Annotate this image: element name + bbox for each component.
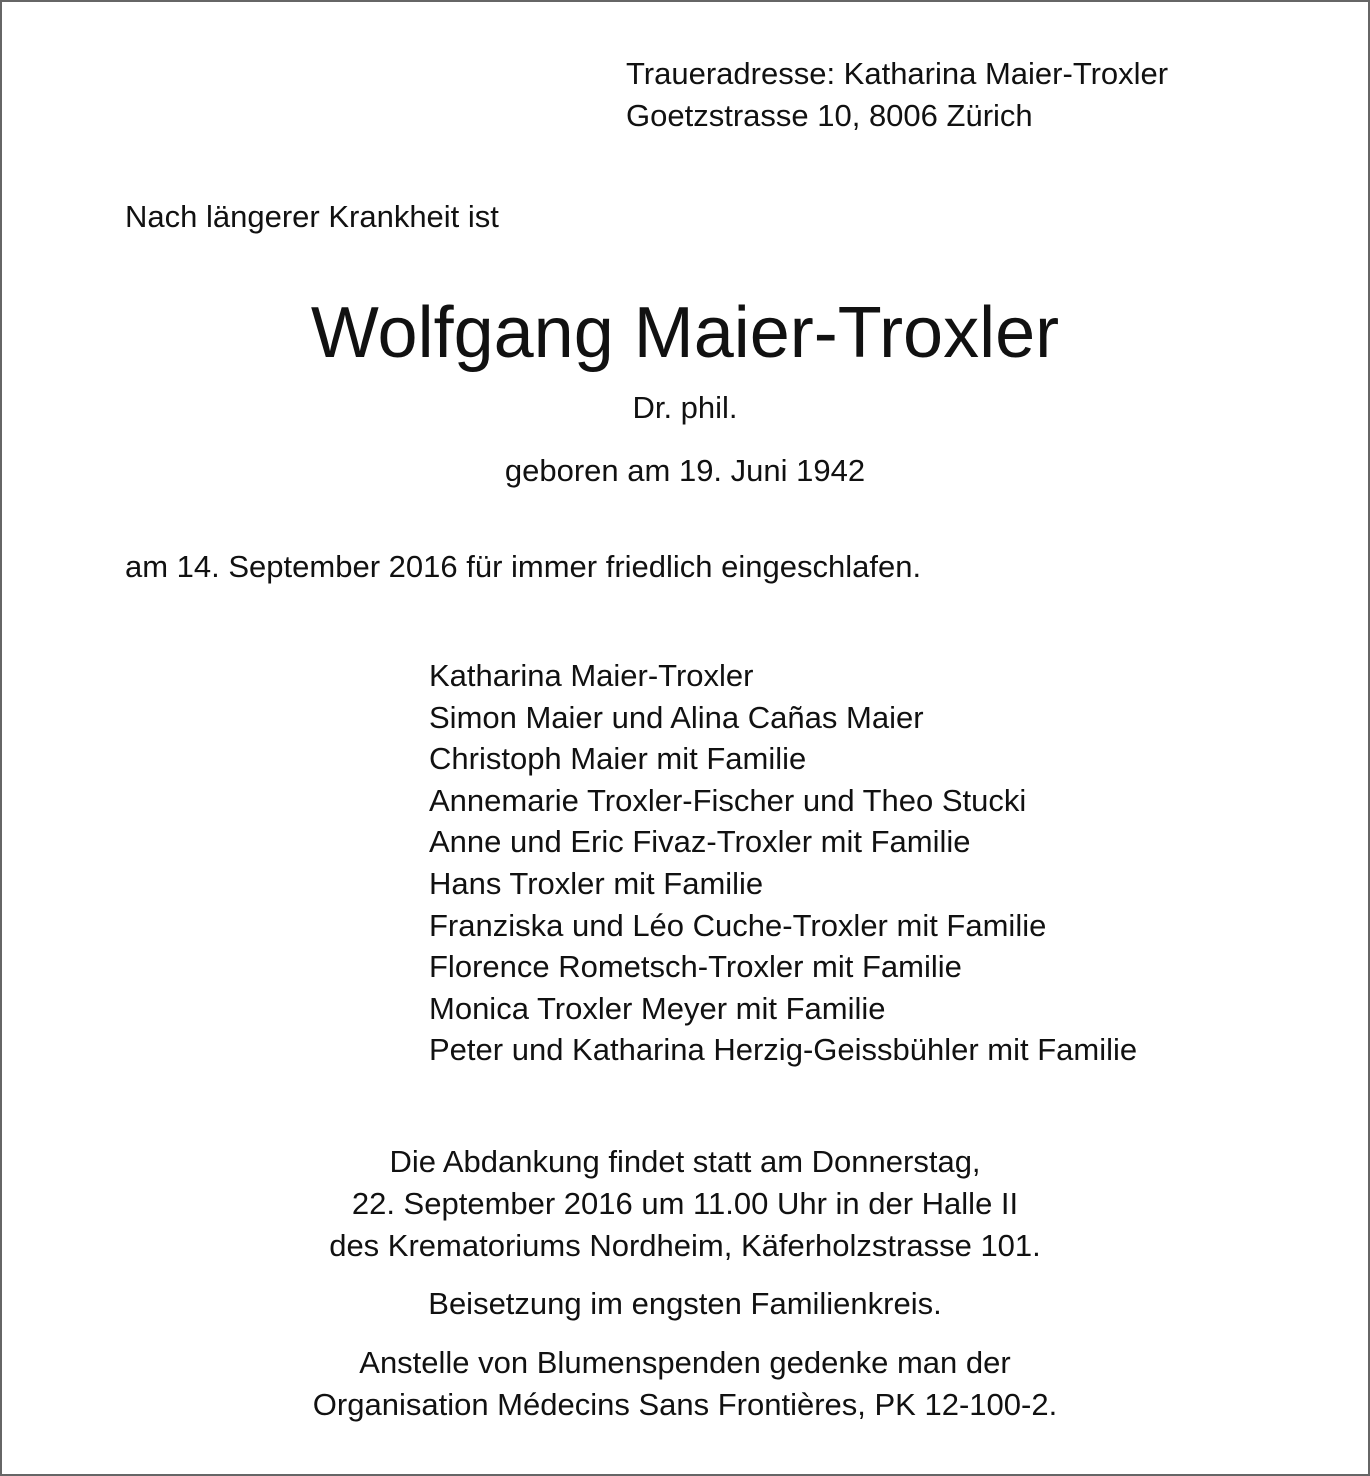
mourner: Annemarie Troxler-Fischer und Theo Stucki [429,782,1027,818]
donation-line-2: Organisation Médecins Sans Frontières, PK 12-100-2. [312,1387,1058,1422]
mourner: Anne und Eric Fivaz-Troxler mit Familie [429,824,971,860]
mourner: Monica Troxler Meyer mit Familie [429,990,886,1026]
mourners-list [429,655,1137,1071]
deceased-title: Dr. phil. [632,390,738,425]
burial-info: Beisetzung im engsten Familienkreis. [428,1286,942,1321]
service-info [0,1141,1370,1267]
birth-date: geboren am 19. Juni 1942 [504,453,866,488]
mourner: Christoph Maier mit Familie [429,741,807,777]
mourner: Franziska und Léo Cuche-Troxler mit Familie [429,907,1047,943]
donation-info [0,1342,1370,1426]
service-line-2: 22. September 2016 um 11.00 Uhr in der Halle II [351,1186,1019,1221]
mourner: Peter und Katharina Herzig-Geissbühler mit Familie [429,1032,1138,1068]
mourner: Florence Rometsch-Troxler mit Familie [429,949,962,985]
intro-text: Nach längerer Krankheit ist [125,199,499,234]
service-line-3: des Krematoriums Nordheim, Käferholzstrasse 101. [329,1228,1041,1263]
passing-text: am 14. September 2016 für immer friedlich eingeschlafen. [125,549,922,584]
mourning-address-line-2: Goetzstrasse 10, 8006 Zürich [626,98,1033,133]
mourning-address [626,53,1168,137]
service-line-1: Die Abdankung findet statt am Donnerstag, [389,1144,981,1179]
mourner: Simon Maier und Alina Cañas Maier [429,699,924,735]
mourner: Katharina Maier-Troxler [429,658,754,693]
mourning-address-line-1: Traueradresse: Katharina Maier-Troxler [626,56,1169,91]
mourner: Hans Troxler mit Familie [429,865,764,901]
donation-line-1: Anstelle von Blumenspenden gedenke man der [359,1345,1011,1380]
deceased-name: Wolfgang Maier-Troxler [310,293,1060,373]
